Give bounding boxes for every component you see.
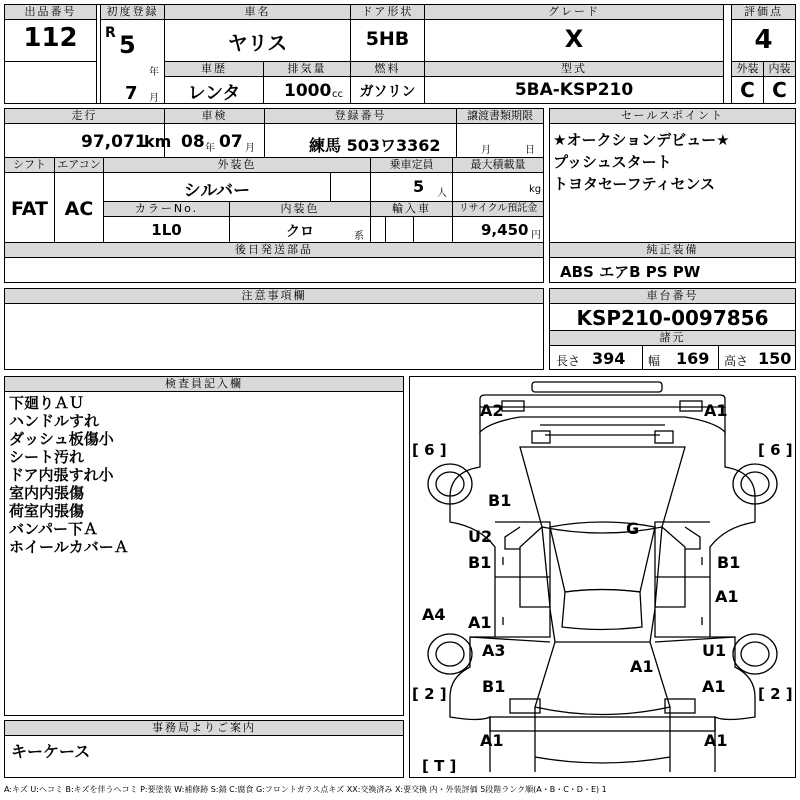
notes-cell [4,288,544,370]
spec-width-label: 幅 [648,354,661,368]
grade-cell [424,4,724,62]
later-parts-label: 後日発送部品 [5,243,543,258]
mark-rear-roof: A1 [630,657,654,676]
grade-label: グレード [425,5,723,20]
lot-label: 出品番号 [5,5,96,20]
shift-label: シフト [5,158,54,173]
mark-windshield: G [626,519,640,538]
fuel-cell [350,61,425,104]
capacity-value: 5 [413,177,425,196]
inspector-item: ハンドルすれ [9,412,100,430]
model-value: 5BA-KSP210 [514,80,634,100]
chassis-value: KSP210-0097856 [576,306,769,330]
load-label: 最大積載量 [453,158,543,173]
reg-month: 7 [125,83,138,104]
mark-rear-bumper-right: A1 [704,731,728,750]
equipment-label: 純正装備 [550,243,795,258]
colorno-label: カラーNo. [104,202,229,217]
recycle-cell [452,201,544,243]
ac-label: エアコン [55,158,103,173]
capacity-label: 乗車定員 [371,158,452,173]
insp-month-unit: 月 [245,143,255,154]
fuel-value: ガソリン [359,84,416,100]
mark-rear-fender-right: U1 [702,641,727,660]
mark-front-door-left-b: B1 [468,553,492,572]
door-cell [350,4,425,62]
spec-height: 150 [758,349,792,368]
inspector-item: ホイールカバーＡ [9,538,129,556]
inspection-cell [164,108,265,158]
spec-length: 394 [592,349,626,368]
inspector-item: 下廻りＡＵ [9,394,85,412]
specs-cell [549,330,796,370]
ext-value: C [740,78,755,102]
chassis-cell [549,288,796,331]
intcolor-label: 内装色 [230,202,370,217]
inspection-label: 車検 [165,109,264,124]
lot-number: 112 [23,23,78,53]
mileage-label: 走行 [5,109,164,124]
inspector-item: 室内内張傷 [9,484,85,502]
car-outline [410,377,795,777]
ext-cell [731,61,764,104]
insp-year: 08 [181,132,205,152]
spec-height-label: 高さ [724,354,749,368]
mark-quarter-right: A1 [702,677,726,696]
inspector-label: 検査員記入欄 [5,377,403,392]
color-value: シルバー [183,181,251,201]
capacity-cell [370,157,453,202]
shift-value: FAT [11,198,48,220]
recycle-value: 9,450 [481,221,529,239]
reg-era: R [105,25,116,41]
sales-label: セールスポイント [550,109,795,124]
mark-rear-door-right: A1 [715,587,739,606]
transfer-label: 譲渡書類期限 [457,109,543,124]
tire-front-left: 6 [424,441,435,459]
transfer-day-unit: 日 [525,145,535,156]
spec-width: 169 [676,349,710,368]
transfer-cell [456,108,544,158]
insp-year-unit: 年 [205,143,215,154]
insp-month: 07 [219,132,243,152]
sales-item: ★オークションデビュー★ [553,131,730,149]
chassis-label: 車台番号 [550,289,795,304]
spec-length-label: 長さ [556,354,581,368]
inspector-item: 荷室内張傷 [9,502,85,520]
int-label: 内装 [764,62,795,77]
load-cell [452,157,544,202]
reg-label: 初度登録 [101,5,164,20]
car-name: ヤリス [227,31,288,55]
disp-unit: cc [332,89,343,100]
spare-tire: T [434,757,445,775]
mark-rear-door-left: A1 [468,613,492,632]
notes-label: 注意事項欄 [5,289,543,304]
grade-value: X [564,25,584,53]
score-label: 評価点 [732,5,795,20]
inspector-item: バンパー下Ａ [9,520,98,538]
reg-cell [100,4,165,104]
later-parts-cell [4,242,544,283]
tire-rear-right: 2 [770,685,781,703]
mark-front-bumper-left: A2 [480,401,504,420]
door-label: ドア形状 [351,5,424,20]
mileage-cell [4,108,172,158]
import-label: 輸入車 [371,202,452,217]
mileage-value: 97,071 [81,132,147,152]
office-value: キーケース [11,742,91,761]
mark-front-door-right: B1 [717,553,741,572]
intcolor-cell [229,201,371,243]
history-cell [164,61,264,104]
import-cell [370,201,453,243]
disp-label: 排気量 [264,62,350,77]
score-cell [731,4,796,62]
transfer-month-unit: 月 [481,145,491,156]
car-diagram: A2 A1 B1 U2 B1 G B1 A1 A4 A1 A3 U1 A1 B1 A1 A1 A1 [ 6 ] [ 6 ] [ 2 ] [ 2 ] [ T ] [409,376,796,778]
mileage-unit: km [144,132,172,151]
inspector-item: シート汚れ [9,448,85,466]
mark-front-door-left-u: U2 [468,527,493,546]
history-value: レンタ [187,83,241,104]
equipment-cell [549,242,796,283]
equipment-value: ABS エアB PS PW [560,263,701,281]
ac-cell [54,157,104,243]
model-cell [424,61,724,104]
disp-value: 1000 [284,81,332,101]
regno-value: 練馬 503ワ3362 [309,136,441,155]
history-label: 車歴 [165,62,263,77]
mark-quarter-left: B1 [482,677,506,696]
mark-side-sill-left: A4 [422,605,446,624]
reg-year: 5 [119,31,136,59]
capacity-unit: 人 [437,188,447,199]
colorno-value: 1L0 [151,221,182,239]
color-label: 外装色 [104,158,370,173]
mark-rear-fender-left: A3 [482,641,506,660]
score-value: 4 [754,25,773,55]
inspector-notes [4,376,404,716]
specs-label: 諸元 [550,331,795,346]
intcolor-unit: 系 [354,231,364,242]
recycle-label: リサイクル預託金 [453,202,543,217]
legend: A:キズ U:ヘコミ B:キズを伴うヘコミ P:要塗装 W:補修跡 S:錆 C:腐食 G:フロントガラス点キズ XX:交換済み X:要交換 内・外装評価 5段階ランク順(A・B・C・D・E) 1 [4,785,607,794]
regno-cell [264,108,457,158]
mark-front-bumper-right: A1 [704,401,728,420]
inspector-item: ドア内張すれ小 [9,466,114,484]
door-type: 5HB [365,28,410,50]
office-label: 事務局よりご案内 [5,721,403,736]
fuel-label: 燃料 [351,62,424,77]
int-cell [763,61,796,104]
intcolor-value: クロ [286,224,314,240]
load-unit: kg [529,184,542,195]
shift-cell [4,157,55,243]
car-name-cell [164,4,351,62]
car-name-label: 車名 [165,5,350,20]
sales-item: トヨタセーフティセンス [553,175,716,193]
inspector-item: ダッシュ板傷小 [9,430,114,448]
ext-label: 外装 [732,62,763,77]
tire-rear-left: 2 [424,685,435,703]
recycle-unit: 円 [531,230,541,241]
sales-points [549,108,796,243]
reg-year-unit: 年 [149,67,159,78]
tire-front-right: 6 [770,441,781,459]
int-value: C [772,78,787,102]
lot-cell [4,4,97,62]
colorno-cell [103,201,230,243]
mark-rear-bumper-left: A1 [480,731,504,750]
color-cell [103,157,371,202]
lot-blank [4,61,97,104]
mark-front-fender-left: B1 [488,491,512,510]
office-notes [4,720,404,778]
disp-cell [263,61,351,104]
regno-label: 登録番号 [265,109,456,124]
reg-month-unit: 月 [149,93,159,104]
sales-item: プッシュスタート [553,153,672,171]
ac-value: AC [64,198,94,220]
model-label: 型式 [425,62,723,77]
